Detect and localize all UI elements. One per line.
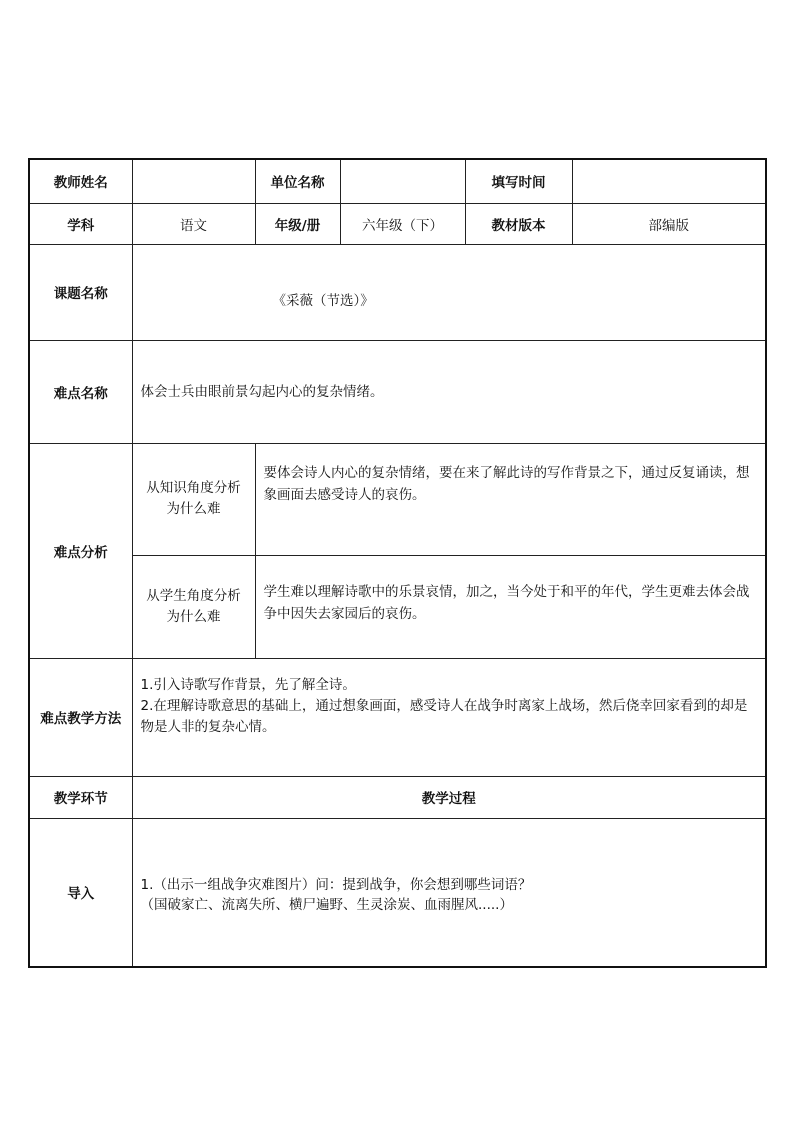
unit-name-label: 单位名称 bbox=[255, 159, 340, 203]
student-angle-text: 学生难以理解诗歌中的乐景哀情，加之，当今处于和平的年代，学生更难去体会战争中因失去家园后的哀伤。 bbox=[255, 555, 766, 658]
intro-row bbox=[29, 818, 766, 967]
header-row-2 bbox=[29, 203, 766, 244]
fill-time-value bbox=[572, 159, 766, 203]
process-header-row bbox=[29, 776, 766, 818]
teacher-name-label: 教师姓名 bbox=[29, 159, 132, 203]
knowledge-angle-label-line1: 从知识角度分析 bbox=[146, 480, 241, 496]
lesson-plan-table bbox=[28, 158, 767, 968]
grade-value: 六年级（下） bbox=[340, 203, 465, 244]
difficulty-row bbox=[29, 340, 766, 443]
teaching-process-header: 教学过程 bbox=[132, 776, 766, 818]
lesson-title-row bbox=[29, 244, 766, 340]
intro-text bbox=[132, 818, 766, 967]
teaching-method-text bbox=[132, 658, 766, 776]
teaching-method-line1: 1.引入诗歌写作背景，先了解全诗。 bbox=[140, 676, 356, 693]
difficulty-analysis-label: 难点分析 bbox=[29, 443, 132, 658]
teaching-method-row bbox=[29, 658, 766, 776]
intro-label: 导入 bbox=[29, 818, 132, 967]
difficulty-value: 体会士兵由眼前景勾起内心的复杂情绪。 bbox=[132, 340, 766, 443]
subject-label: 学科 bbox=[29, 203, 132, 244]
grade-label: 年级/册 bbox=[255, 203, 340, 244]
teaching-stage-header: 教学环节 bbox=[29, 776, 132, 818]
textbook-label: 教材版本 bbox=[465, 203, 572, 244]
student-angle-label bbox=[132, 555, 255, 658]
student-angle-label-line1: 从学生角度分析 bbox=[146, 587, 241, 604]
teacher-name-value bbox=[132, 159, 255, 203]
teaching-method-label: 难点教学方法 bbox=[29, 658, 132, 776]
lesson-title-cell bbox=[132, 244, 766, 340]
knowledge-angle-text: 要体会诗人内心的复杂情绪，要在来了解此诗的写作背景之下，通过反复诵读，想象画面去感受诗人的哀伤。 bbox=[255, 443, 766, 555]
intro-line1: 1.（出示一组战争灾难图片）问：提到战争，你会想到哪些词语？ bbox=[140, 876, 532, 893]
teaching-method-line2: 2.在理解诗歌意思的基础上，通过想象画面，感受诗人在战争时离家上战场，然后侥幸回家看到的却是物是人非的复杂心情。 bbox=[140, 697, 748, 735]
difficulty-analysis-row-knowledge bbox=[29, 443, 766, 555]
student-angle-label-line2: 为什么难 bbox=[166, 608, 221, 625]
fill-time-label: 填写时间 bbox=[465, 159, 572, 203]
knowledge-angle-label-line2: 为什么难 bbox=[166, 501, 221, 517]
knowledge-angle-label bbox=[132, 443, 255, 555]
intro-line2: （国破家亡、流离失所、横尸遍野、生灵涂炭、血雨腥风.....） bbox=[140, 896, 513, 913]
difficulty-label: 难点名称 bbox=[29, 340, 132, 443]
textbook-value: 部编版 bbox=[572, 203, 766, 244]
header-row-1 bbox=[29, 159, 766, 203]
lesson-title-value: 《采薇（节选）》 bbox=[272, 292, 374, 309]
subject-value: 语文 bbox=[132, 203, 255, 244]
difficulty-analysis-row-student bbox=[29, 555, 766, 658]
lesson-title-label: 课题名称 bbox=[29, 244, 132, 340]
unit-name-value bbox=[340, 159, 465, 203]
